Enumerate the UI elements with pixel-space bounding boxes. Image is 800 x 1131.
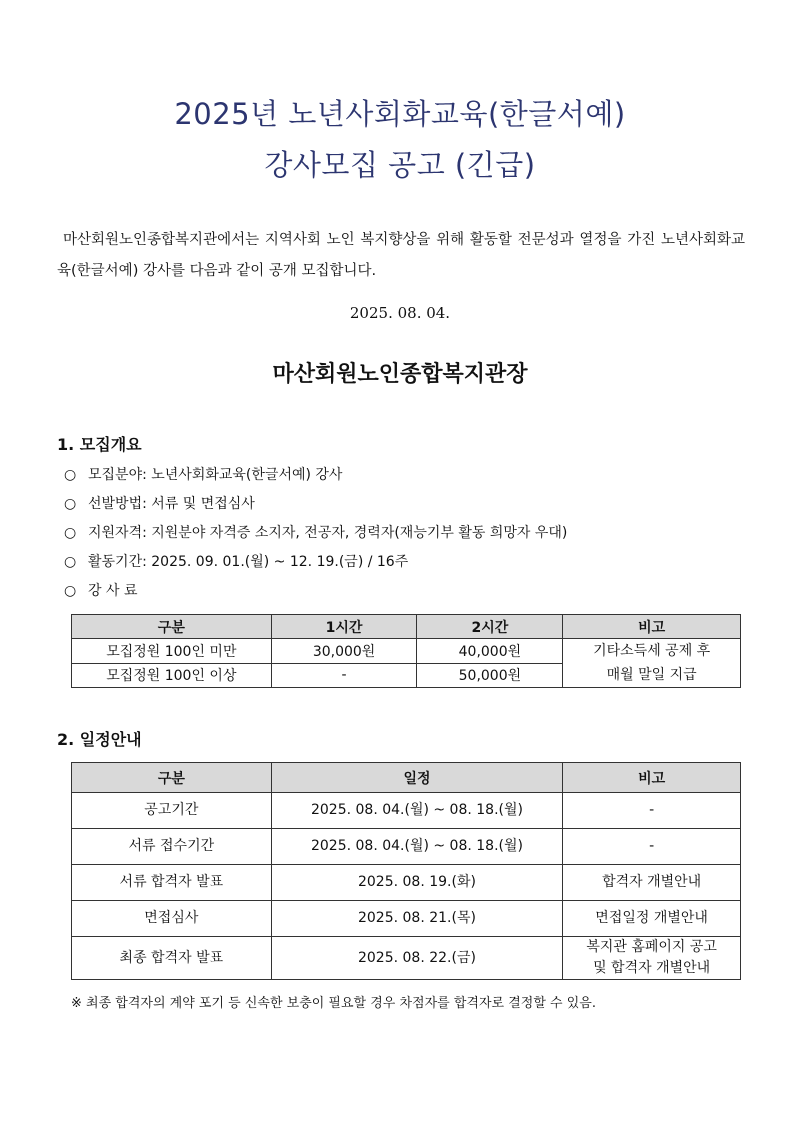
circle-bullet-icon: ○ [64, 496, 77, 512]
table-header-cell: 구분 [72, 763, 272, 793]
table-header-cell: 1시간 [271, 615, 417, 639]
table-cell: 2025. 08. 04.(월) ~ 08. 18.(월) [271, 829, 563, 865]
table-cell: 2025. 08. 22.(금) [271, 937, 563, 980]
table-cell: 서류 접수기간 [72, 829, 272, 865]
table-header-cell: 구분 [72, 615, 272, 639]
recruitment-bullet-list [64, 461, 567, 606]
table-cell: 모집정원 100인 미만 [72, 639, 272, 664]
page-title: 2025년 노년사회화교육(한글서예) [174, 97, 626, 131]
fee-note-cell [563, 639, 741, 688]
table-header-cell: 2시간 [417, 615, 563, 639]
table-row [72, 639, 741, 664]
table-header-row [72, 615, 741, 639]
section-heading-schedule: 2. 일정안내 [57, 730, 142, 749]
table-header-cell: 일정 [271, 763, 563, 793]
table-cell: 2025. 08. 21.(목) [271, 901, 563, 937]
table-header-row [72, 763, 741, 793]
bullet-period [64, 548, 567, 577]
fee-table [71, 614, 741, 688]
section-heading-recruitment: 1. 모집개요 [57, 435, 142, 454]
fee-note-line: 기타소득세 공제 후 [593, 643, 711, 659]
table-row [72, 937, 741, 980]
final-note-line: 및 합격자 개별안내 [593, 960, 711, 976]
bullet-field [64, 461, 567, 490]
circle-bullet-icon: ○ [64, 467, 77, 483]
bullet-text: 모집분야: 노년사회화교육(한글서예) 강사 [88, 467, 343, 483]
table-row [72, 829, 741, 865]
bullet-selection [64, 490, 567, 519]
table-cell: - [563, 793, 741, 829]
table-cell: 공고기간 [72, 793, 272, 829]
organization-name: 마산회원노인종합복지관장 [272, 362, 528, 387]
table-cell: 30,000원 [271, 639, 417, 664]
table-cell: - [271, 663, 417, 688]
table-row [72, 901, 741, 937]
circle-bullet-icon: ○ [64, 554, 77, 570]
table-cell: - [563, 829, 741, 865]
announcement-date: 2025. 08. 04. [349, 304, 451, 322]
final-note-cell [563, 937, 741, 980]
table-cell: 합격자 개별안내 [563, 865, 741, 901]
table-cell: 서류 합격자 발표 [72, 865, 272, 901]
table-row [72, 865, 741, 901]
table-row [72, 793, 741, 829]
bullet-fee [64, 577, 567, 606]
table-header-cell: 비고 [563, 615, 741, 639]
fee-note-line: 매월 말일 지급 [606, 667, 697, 683]
final-note-line: 복지관 홈페이지 공고 [586, 939, 717, 955]
bullet-text: 지원자격: 지원분야 자격증 소지자, 전공자, 경력자(재능기부 활동 희망자 우대) [88, 525, 568, 541]
table-cell: 40,000원 [417, 639, 563, 664]
table-cell: 2025. 08. 19.(화) [271, 865, 563, 901]
table-cell: 면접일정 개별안내 [563, 901, 741, 937]
table-cell: 모집정원 100인 이상 [72, 663, 272, 688]
page-subtitle: 강사모집 공고 (긴급) [264, 148, 536, 182]
circle-bullet-icon: ○ [64, 583, 77, 599]
bullet-text: 강 사 료 [88, 583, 138, 599]
schedule-table [71, 762, 741, 980]
bullet-text: 활동기간: 2025. 09. 01.(월) ~ 12. 19.(금) / 16주 [88, 554, 409, 570]
table-cell: 2025. 08. 04.(월) ~ 08. 18.(월) [271, 793, 563, 829]
circle-bullet-icon: ○ [64, 525, 77, 541]
table-header-cell: 비고 [563, 763, 741, 793]
bullet-qualification [64, 519, 567, 548]
table-cell: 면접심사 [72, 901, 272, 937]
footnote: ※ 최종 합격자의 계약 포기 등 신속한 보충이 필요할 경우 차점자를 합격자로 결정할 수 있음. [71, 996, 596, 1011]
bullet-text: 선발방법: 서류 및 면접심사 [88, 496, 255, 512]
intro-paragraph: 마산회원노인종합복지관에서는 지역사회 노인 복지향상을 위해 활동할 전문성과 열정을 가진 노년사회화교육(한글서예) 강사를 다음과 같이 공개 모집합니다. [57, 232, 745, 279]
table-cell: 최종 합격자 발표 [72, 937, 272, 980]
table-cell: 50,000원 [417, 663, 563, 688]
